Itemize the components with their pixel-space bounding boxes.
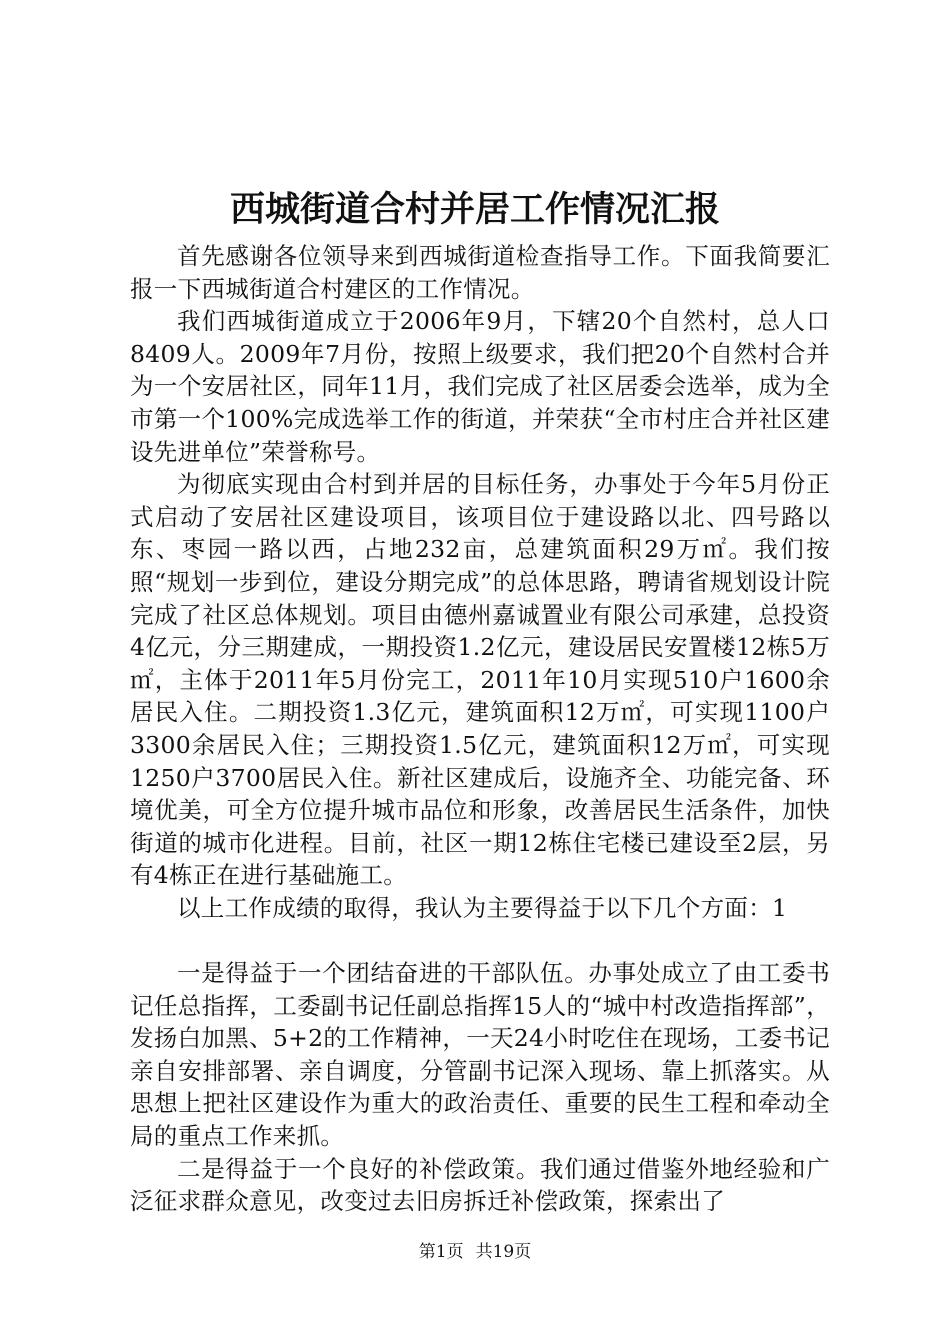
paragraph-summary: 以上工作成绩的取得，我认为主要得益于以下几个方面：1 <box>177 893 788 922</box>
page-number: 第1页 <box>418 1242 464 1262</box>
paragraph-project: 为彻底实现由合村到并居的目标任务，办事处于今年5月份正式启动了安居社区建设项目，该项目位于建设路以北、四号路以东、枣园一路以西，占地232亩，总建筑面积29万㎡。我们按照“规划一步到位，建设分期完成”的总体思路，聘请省规划设计院完成了社区总体规划。项目由德州嘉诚置业有限公司承建，总投资4亿元，分三期建成，一期投资1.2亿元，建设居民安置楼12栋5万㎡，主体于2011年5月份完工，2011年10月实现510户1600余居民入住。二期投资1.3亿元，建筑面积12万㎡，可实现1100户3300余居民入住；三期投资1.5亿元，建筑面积12万㎡，可实现1250户3700居民入住。新社区建成后，设施齐全、功能完备、环境优美，可全方位提升城市品位和形象，改善居民生活条件，加快街道的城市化进程。目前，社区一期12栋住宅楼已建设至2层，另有4栋正在进行基础施工。 <box>130 470 830 890</box>
paragraph-point-one: 一是得益于一个团结奋进的干部队伍。办事处成立了由工委书记任总指挥，工委副书记任副总指挥15人的“城中村改造指挥部”，发扬白加黑、5+2的工作精神，一天24小时吃住在现场，工委书记亲自安排部署、亲自调度，分管副书记深入现场、靠上抓落实。从思想上把社区建设作为重大的政治责任、重要的民生工程和牵动全局的重点工作来抓。 <box>130 959 830 1151</box>
page-footer <box>0 1240 950 1264</box>
page-total: 共19页 <box>475 1242 532 1262</box>
paragraph-background: 我们西城街道成立于2006年9月，下辖20个自然村，总人口8409人。2009年7月份，按照上级要求，我们把20个自然村合并为一个安居社区，同年11月，我们完成了社区居委会选举，成为全市第一个100%完成选举工作的街道，并荣获“全市村庄合并社区建设先进单位”荣誉称号。 <box>130 307 830 466</box>
document-body <box>130 240 830 1218</box>
paragraph-intro: 首先感谢各位领导来到西城街道检查指导工作。下面我简要汇报一下西城街道合村建区的工作情况。 <box>130 242 830 303</box>
paragraph-point-two: 二是得益于一个良好的补偿政策。我们通过借鉴外地经验和广泛征求群众意见，改变过去旧房拆迁补偿政策，探索出了 <box>130 1154 830 1216</box>
document-title: 西城街道合村并居工作情况汇报 <box>229 189 720 230</box>
